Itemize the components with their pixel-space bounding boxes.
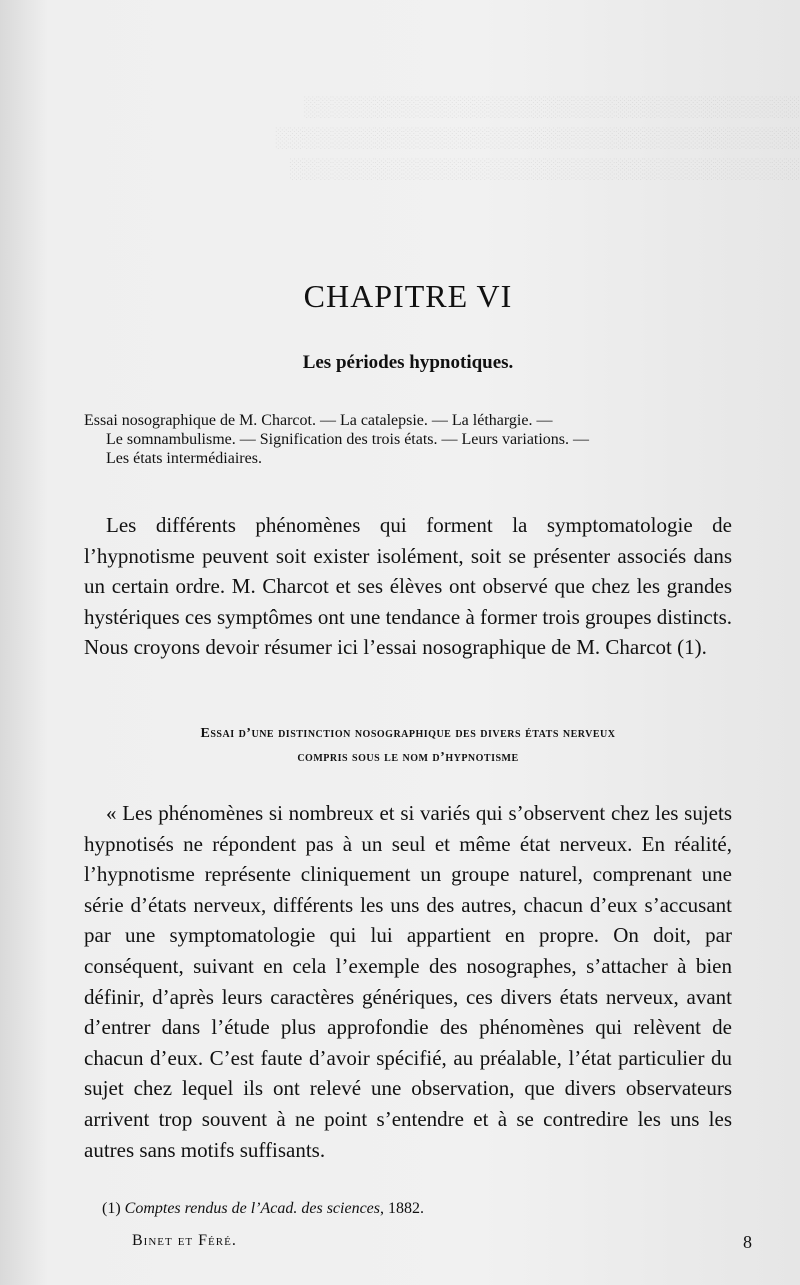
summary-line: Le somnambulisme. — Signification des trois états. — Leurs variations. — [106, 431, 590, 448]
section-heading [84, 722, 732, 770]
section-heading-line: Essai d’une distinction nosographique des divers états nerveux [200, 726, 616, 741]
summary-line: Les états intermédiaires. [106, 450, 262, 467]
section-heading-line: compris sous le nom d’hypnotisme [297, 750, 519, 765]
footnote [102, 1200, 732, 1218]
footnote-marker: (1) [102, 1200, 121, 1217]
chapter-subtitle: Les périodes hypnotiques. [302, 352, 514, 373]
page-footer [132, 1232, 752, 1250]
show-through-texture: ░░░░░░░░░░░░░░░░░░░░░░░░░░░░░░░░░░░ ░░░░░░░░░░░░░░░░░░░░░░░░░░░░░░░░░░░░░ ░░░░░░░░░░░░░░░░░░░░░░░░░░░░░░░░░░░░ [275, 96, 800, 180]
summary-line: Essai nosographique de M. Charcot. — La catalepsie. — La léthargie. — [84, 412, 553, 429]
chapter-title: CHAPITRE VI [303, 278, 513, 314]
author-signature: Binet et Féré. [132, 1232, 237, 1249]
chapter-summary [84, 411, 732, 468]
footnote-source: Comptes rendus de l’Acad. des sciences [124, 1200, 380, 1217]
quoted-paragraph: « Les phénomènes si nombreux et si variés qui s’observent chez les sujets hypnotisés ne répondent pas à un seul et même état nerveux. En réalité, l’hypnotisme représente cliniquement un groupe naturel, comprenant une série d’états nerveux, différents les uns des autres, chacun d’eux s’accusant par une symptomatologie qui lui appartient en propre. On doit, par conséquent, suivant en cela l’exemple des nosographes, s’attacher à bien définir, d’après leurs caractères génériques, ces divers états nerveux, avant d’entrer dans l’étude plus approfondie des phénomènes qui relèvent de chacun d’eux. C’est faute d’avoir spécifié, au préalable, l’état particulier du sujet chez lequel ils ont relevé une observation, que divers observateurs arrivent trop souvent à ne point s’entendre et à se contredire les uns les autres sans motifs suffisants. [84, 801, 732, 1162]
page-number: 8 [743, 1232, 752, 1252]
footnote-year: , 1882. [380, 1200, 424, 1217]
body-paragraph: Les différents phénomènes qui forment la symptomatologie de l’hypnotisme peuvent soit exister isolément, soit se présenter associés dans un certain ordre. M. Charcot et ses élèves ont observé que chez les grandes hystériques ces symptômes ont une tendance à former trois groupes distincts. Nous croyons devoir résumer ici l’essai nosographique de M. Charcot (1). [84, 513, 732, 660]
